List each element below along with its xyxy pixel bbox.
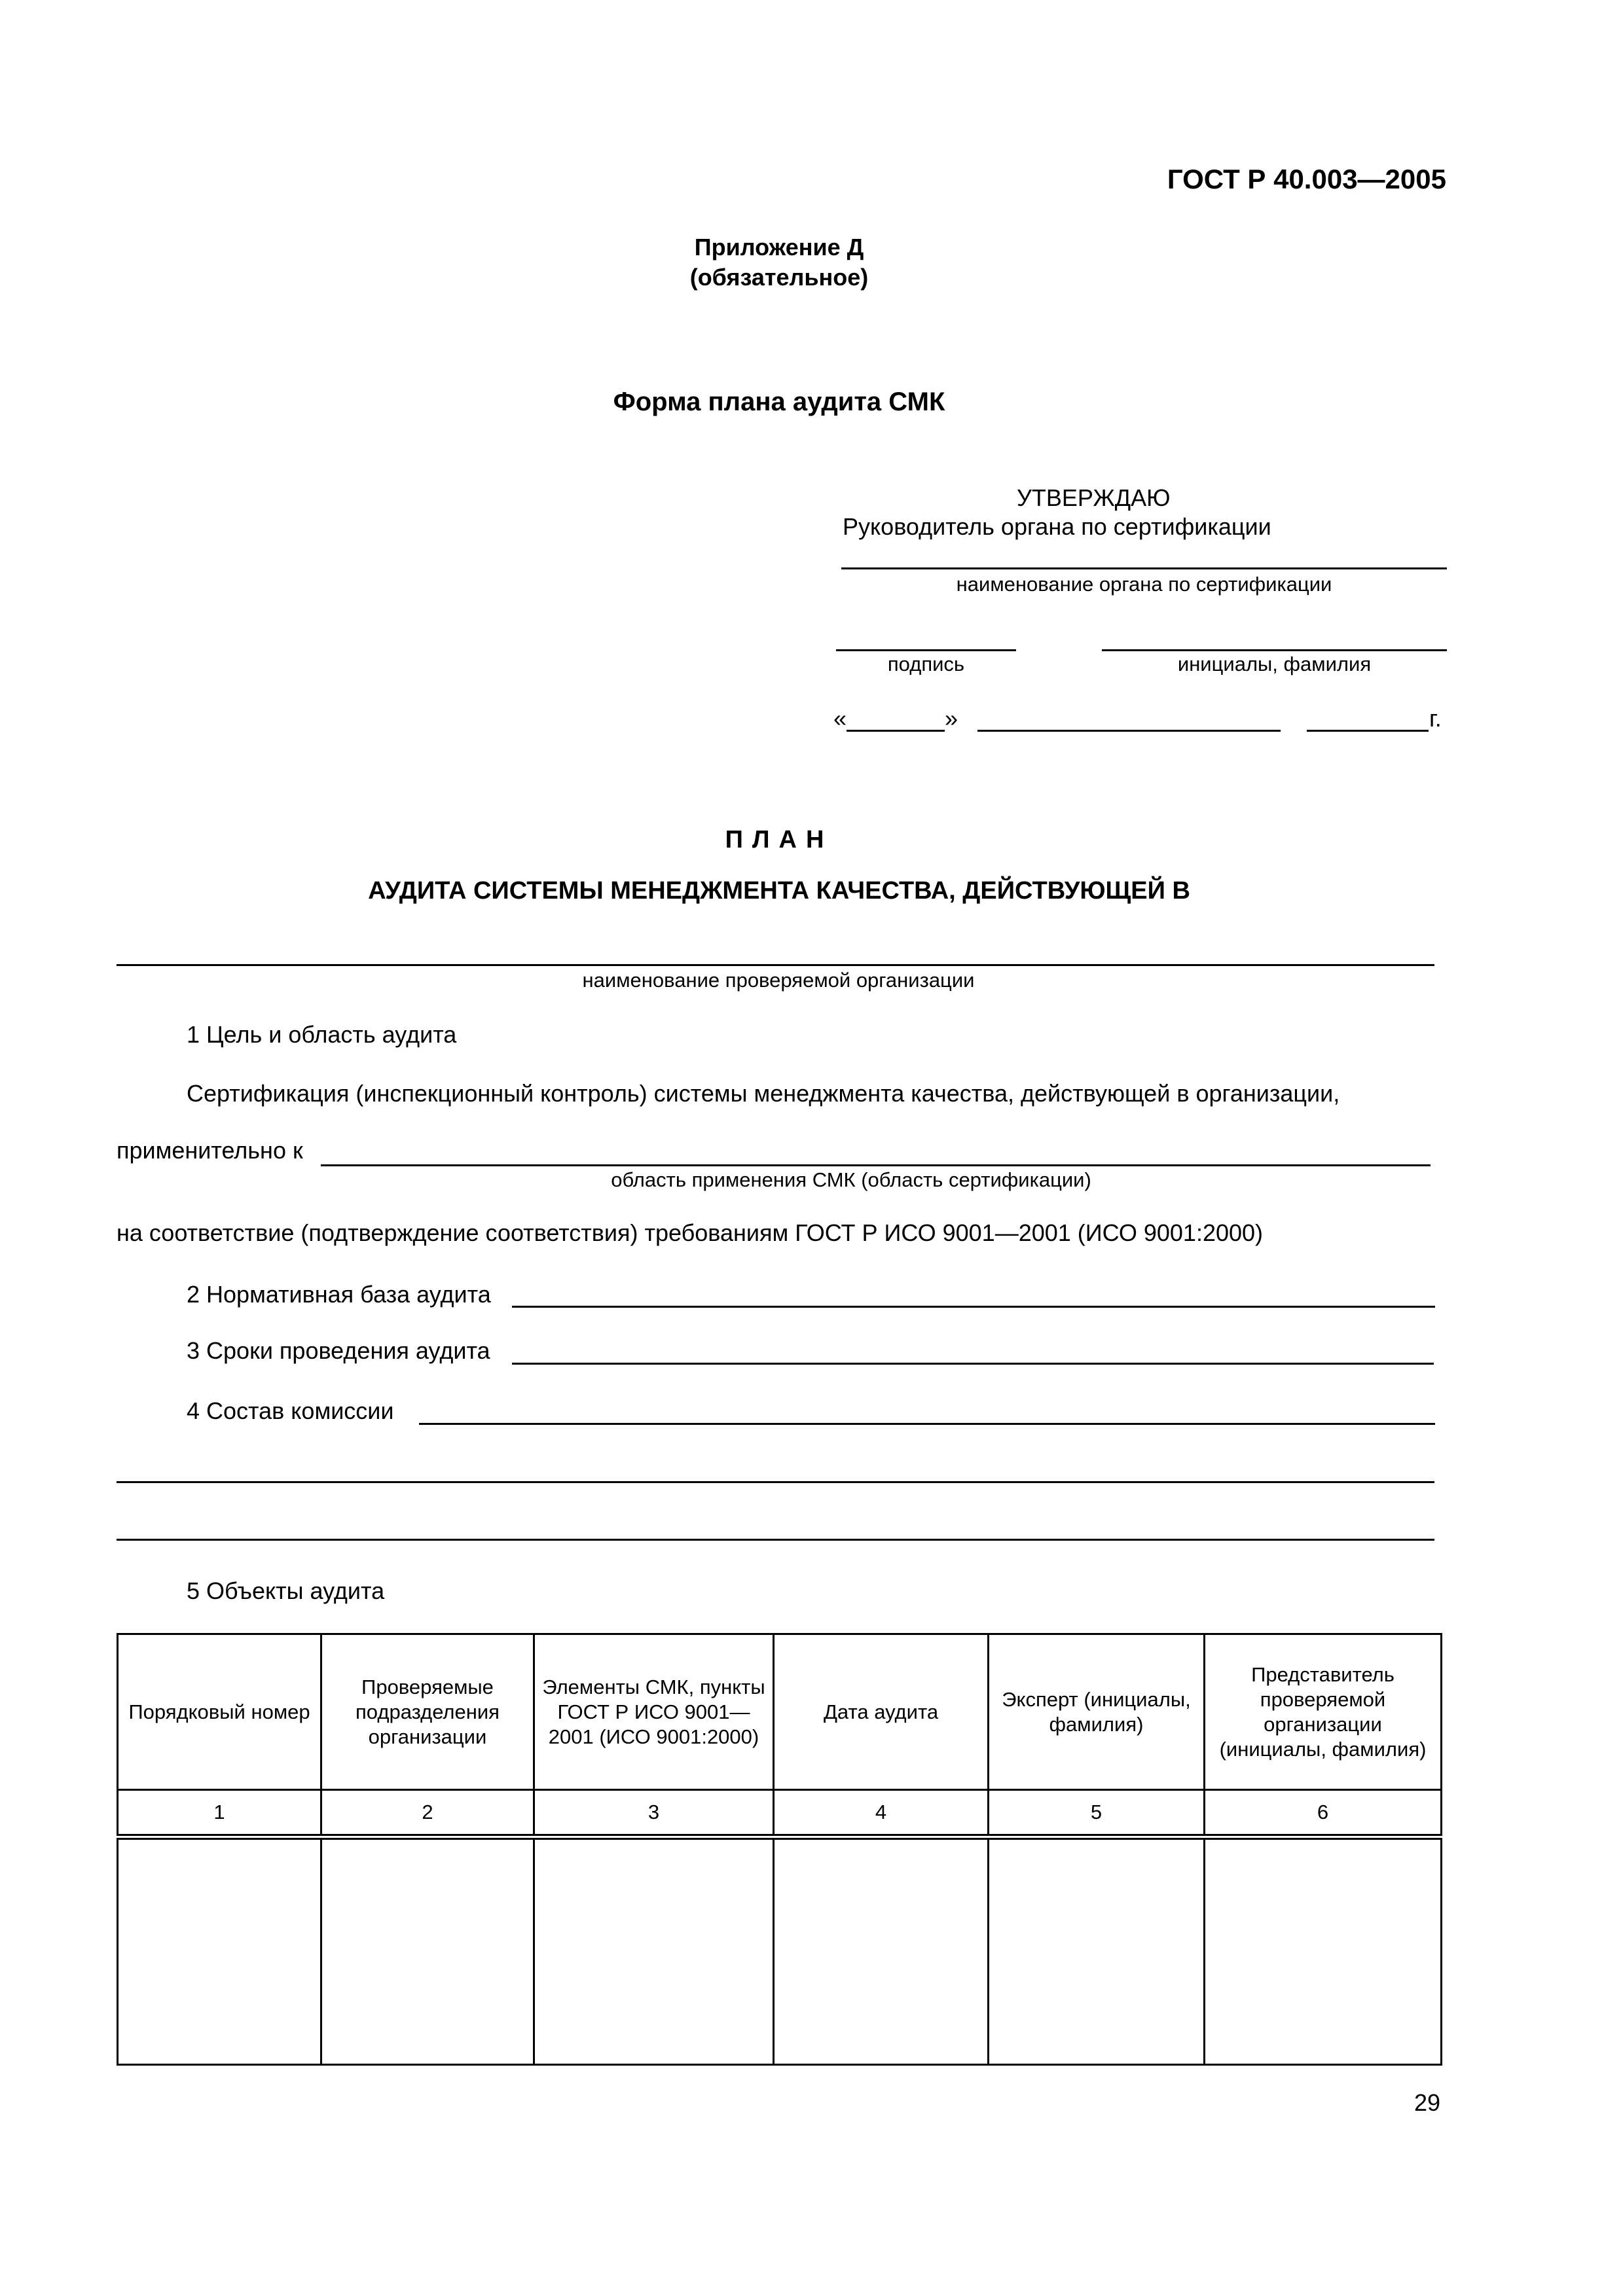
appendix-status: (обязательное): [689, 264, 869, 291]
section-1-heading: 1 Цель и область аудита: [187, 1021, 457, 1048]
date-year-line: [1307, 730, 1429, 732]
name-caption: инициалы, фамилия: [1177, 653, 1372, 675]
column-number-cell: 6: [1205, 1790, 1442, 1837]
table-cell: [774, 1837, 989, 2065]
form-title: Форма плана аудита СМК: [613, 387, 945, 416]
year-suffix: г.: [1429, 705, 1442, 732]
audited-org-line: [117, 964, 1434, 966]
section-5-label: 5 Объекты аудита: [187, 1577, 385, 1604]
header-cell-qms-elements: Элементы СМК, пункты ГОСТ Р ИСО 9001—2001 (ИСО 9001:2000): [534, 1634, 774, 1790]
column-number-cell: 1: [118, 1790, 321, 1837]
document-code: ГОСТ Р 40.003—2005: [1167, 164, 1446, 194]
table-cell: [1205, 1837, 1442, 2065]
section-1-applied-prefix: применительно к: [117, 1137, 303, 1164]
org-name-line: [841, 567, 1447, 569]
section-1-text: Сертификация (инспекционный контроль) системы менеджмента качества, действующей в организации,: [187, 1080, 1340, 1107]
commission-line-2: [117, 1481, 1434, 1483]
plan-subtitle: АУДИТА СИСТЕМЫ МЕНЕДЖМЕНТА КАЧЕСТВА, ДЕЙСТВУЮЩЕЙ В: [368, 877, 1190, 905]
column-number-cell: 2: [321, 1790, 534, 1837]
column-number-cell: 5: [989, 1790, 1205, 1837]
table-header-row: [118, 1634, 1442, 1790]
page-number: 29: [1413, 2089, 1440, 2116]
header-cell-number: Порядковый номер: [118, 1634, 321, 1790]
column-number-cell: 4: [774, 1790, 989, 1837]
approval-role: Руководитель органа по сертификации: [843, 513, 1271, 540]
column-number-cell: 3: [534, 1790, 774, 1837]
header-cell-expert: Эксперт (инициалы, фамилия): [989, 1634, 1205, 1790]
normative-base-line: [512, 1306, 1435, 1308]
date-month-line: [977, 730, 1281, 732]
table-cell: [118, 1837, 321, 2065]
audit-dates-line: [512, 1363, 1434, 1365]
section-4-label: 4 Состав комиссии: [187, 1397, 394, 1424]
table-cell: [534, 1837, 774, 2065]
commission-line-1: [419, 1423, 1435, 1425]
signature-line: [836, 649, 1016, 651]
table-row: [118, 1837, 1442, 2065]
table-column-number-row: [118, 1790, 1442, 1837]
section-3-label: 3 Сроки проведения аудита: [187, 1337, 490, 1364]
appendix-title: Приложение Д: [694, 234, 864, 260]
section-1-conformity: на соответствие (подтверждение соответствия) требованиям ГОСТ Р ИСО 9001—2001 (ИСО 9001:2000): [117, 1219, 1264, 1246]
header-cell-representative: Представитель проверяемой организации (инициалы, фамилия): [1205, 1634, 1442, 1790]
audited-org-caption: наименование проверяемой организации: [582, 969, 975, 992]
audit-objects-table: [117, 1633, 1442, 2066]
scope-caption: область применения СМК (область сертификации): [611, 1168, 1091, 1191]
commission-line-3: [117, 1539, 1434, 1541]
table-cell: [989, 1837, 1205, 2065]
signature-caption: подпись: [887, 653, 965, 675]
date-close-quote: »: [945, 705, 958, 732]
date-day-line: [847, 730, 945, 732]
date-open-quote: «: [833, 705, 847, 732]
table-cell: [321, 1837, 534, 2065]
name-line: [1102, 649, 1447, 651]
header-cell-departments: Проверяемые подразделения организации: [321, 1634, 534, 1790]
section-2-label: 2 Нормативная база аудита: [187, 1281, 491, 1308]
approval-word: УТВЕРЖДАЮ: [1017, 484, 1171, 511]
org-name-caption: наименование органа по сертификации: [956, 573, 1332, 596]
header-cell-audit-date: Дата аудита: [774, 1634, 989, 1790]
scope-line: [321, 1164, 1431, 1166]
appendix-heading: [0, 232, 1558, 293]
plan-title: ПЛАН: [725, 826, 833, 853]
